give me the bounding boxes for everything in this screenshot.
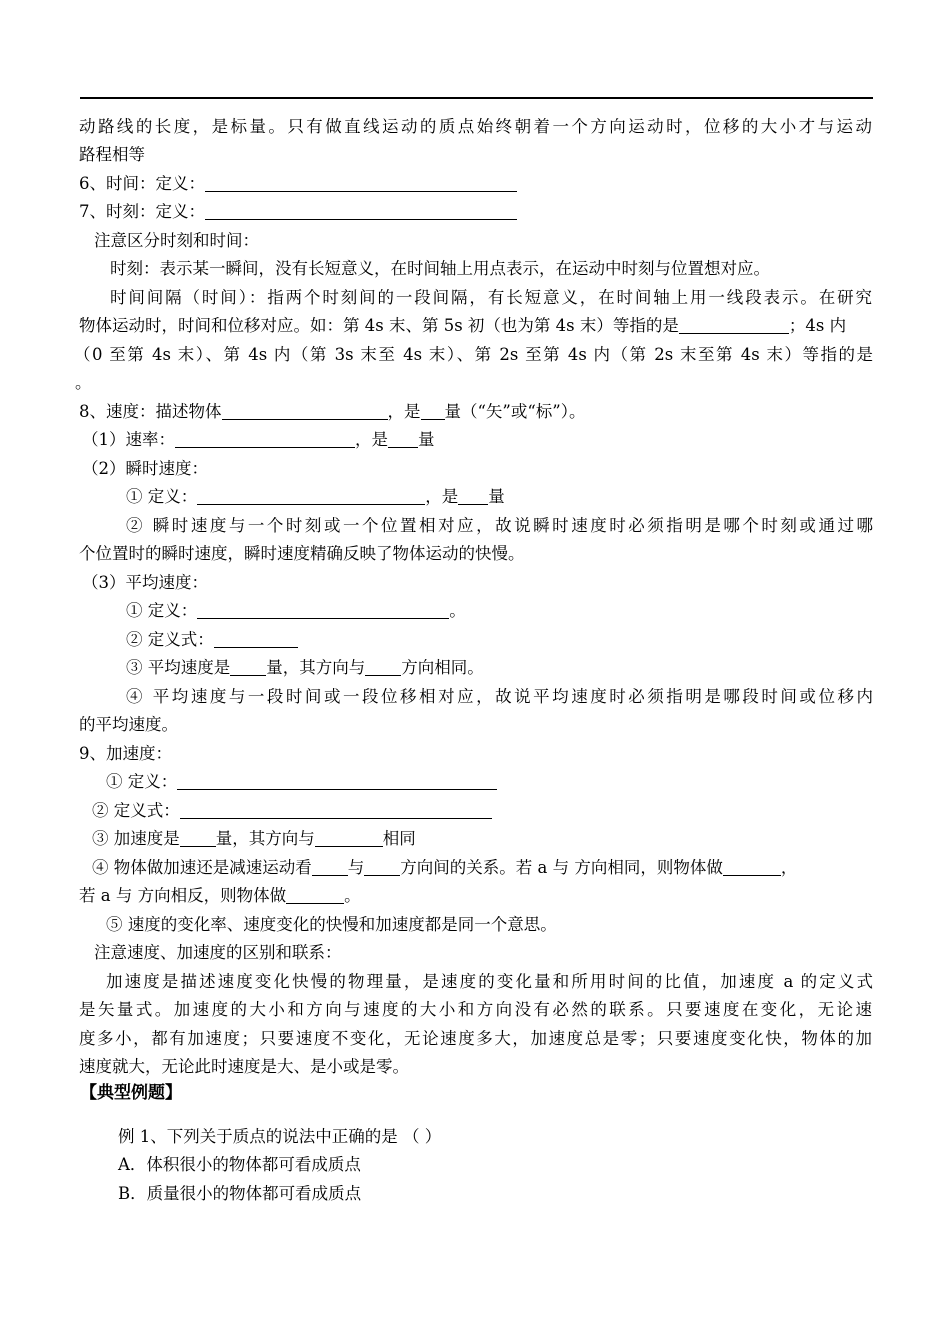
text: 度多小，都有加速度；只要速度不变化，无论速度多大，加速度总是零；只要速度变化快，物体的加	[79, 1029, 872, 1048]
text: 动路线的长度，是标量。只有做直线运动的质点始终朝着一个方向运动时，位移的大小才与运动	[79, 117, 872, 136]
time-definition-line	[79, 170, 517, 198]
option-a: A．体积很小的物体都可看成质点	[118, 1155, 361, 1174]
text: 8、速度：描述物体	[79, 402, 222, 421]
text-line: 个位置时的瞬时速度，瞬时速度精确反映了物体运动的快慢。	[79, 544, 525, 563]
text: ，是	[355, 430, 388, 449]
text: 方向间的关系。若 a 与	[400, 858, 575, 877]
text-line: 路程相等	[79, 145, 145, 164]
text-line	[126, 512, 873, 540]
text: 。	[344, 886, 361, 905]
accel-formula-line	[92, 797, 492, 825]
text: ③ 加速度是	[92, 829, 180, 848]
text: ，是	[425, 487, 459, 506]
text-line: 注意区分时刻和时间：	[94, 231, 259, 250]
blank	[180, 802, 492, 819]
text-line: （3）平均速度：	[82, 573, 208, 592]
option-b: B．质量很小的物体都可看成质点	[118, 1184, 362, 1203]
text: ① 定义：	[126, 487, 198, 506]
example-question: 例 1、下列关于质点的说法中正确的是 （ ）	[118, 1127, 442, 1146]
blank	[230, 659, 266, 676]
text: （0 至第 4s 末）、第 4s 内（第 3s 末至 4s 末）、第 2s 至第 4s 内（第 2s 末至第 4s 末）等指的是	[74, 345, 873, 364]
blank	[177, 773, 497, 790]
text: ，	[780, 858, 798, 877]
blank	[205, 203, 517, 220]
text: ① 定义：	[106, 772, 178, 791]
text-line	[79, 1025, 872, 1053]
text-line	[106, 968, 873, 996]
text-line: 的平均速度。	[79, 715, 178, 734]
text: ④ 物体做加速还是减速运动看	[92, 858, 312, 877]
section-heading: 【典型例题】	[80, 1083, 182, 1103]
instant-velocity-def-line	[126, 483, 505, 511]
text: 方向相同。	[401, 658, 484, 677]
text: 量（“矢”或“标”）。	[444, 402, 586, 421]
blank	[421, 403, 445, 420]
text: 时间间隔（时间）：指两个时刻间的一段间隔，有长短意义，在时间轴上用一线段表示。在研究	[110, 288, 872, 307]
text: 6、时间：定义：	[79, 174, 205, 193]
text-line	[79, 113, 872, 141]
blank	[315, 830, 383, 847]
blank	[197, 488, 425, 505]
text: ② 瞬时速度与一个时刻或一个位置相对应，故说瞬时速度时必须指明是哪个时刻或通过哪	[126, 516, 873, 535]
moment-definition-line	[79, 198, 517, 226]
text-line	[126, 683, 873, 711]
avg-velocity-def-line	[126, 597, 466, 625]
accel-type-line	[92, 825, 416, 853]
text-line	[74, 341, 873, 369]
text: ，是	[387, 402, 421, 421]
text-line: （2）瞬时速度：	[82, 459, 208, 478]
text: 物体运动时，时间和位移对应。如：第 4s 末、第 5s 初（也为第 4s 末）等指的是	[79, 316, 679, 335]
text-line: 。	[75, 373, 92, 392]
blank	[180, 830, 216, 847]
blank	[723, 859, 781, 876]
speed-line	[82, 426, 435, 454]
velocity-line	[79, 398, 586, 426]
text: 是矢量式。加速度的大小和方向与速度的大小和方向没有必然的联系。只要速度在变化，无论速	[79, 1000, 872, 1019]
top-rule	[80, 97, 873, 99]
text: ③ 平均速度是	[126, 658, 231, 677]
text: 若 a 与	[79, 886, 138, 905]
blank	[388, 431, 418, 448]
blank	[364, 859, 400, 876]
blank	[286, 887, 344, 904]
text: ④ 平均速度与一段时间或一段位移相对应，故说平均速度时必须指明是哪段时间或位移内	[126, 687, 873, 706]
text-line	[110, 284, 872, 312]
blank	[458, 488, 488, 505]
text: 量	[418, 430, 435, 449]
text: 与	[347, 858, 365, 877]
blank	[214, 631, 298, 648]
text: 量，其方向与	[215, 829, 315, 848]
text-line: 时刻：表示某一瞬间，没有长短意义，在时间轴上用点表示，在运动中时刻与位置想对应。	[110, 259, 770, 278]
text: ；4s 内	[788, 316, 847, 335]
text: 加速度是描述速度变化快慢的物理量，是速度的变化量和所用时间的比值，加速度 a 的定义式	[106, 972, 873, 991]
text: 7、时刻：定义：	[79, 202, 205, 221]
blank	[222, 403, 388, 420]
text-line	[79, 996, 872, 1024]
avg-velocity-type-line	[126, 654, 484, 682]
blank	[197, 602, 449, 619]
blank	[312, 859, 348, 876]
text: 相同	[382, 829, 416, 848]
text-line: ⑤ 速度的变化率、速度变化的快慢和加速度都是同一个意思。	[106, 915, 557, 934]
blank	[679, 317, 789, 334]
text-line: 注意速度、加速度的区别和联系：	[94, 943, 342, 962]
blank	[175, 431, 355, 448]
text: 方向相同，则物体做	[574, 858, 723, 877]
text-line	[79, 312, 846, 340]
avg-velocity-formula-line	[126, 626, 298, 654]
text: ② 定义式：	[126, 630, 214, 649]
text-line: 速度就大，无论此时速度是大、是小或是零。	[79, 1057, 409, 1076]
blank	[205, 175, 517, 192]
text: 量，其方向与	[266, 658, 366, 677]
blank	[365, 659, 401, 676]
text-line: 9、加速度：	[79, 744, 172, 763]
text: （1）速率：	[82, 430, 175, 449]
text: ① 定义：	[126, 601, 198, 620]
accel-def-line	[106, 768, 497, 796]
text: 。	[449, 601, 466, 620]
text: 方向相反，则物体做	[137, 886, 287, 905]
text: ② 定义式：	[92, 801, 180, 820]
text: 量	[488, 487, 505, 506]
